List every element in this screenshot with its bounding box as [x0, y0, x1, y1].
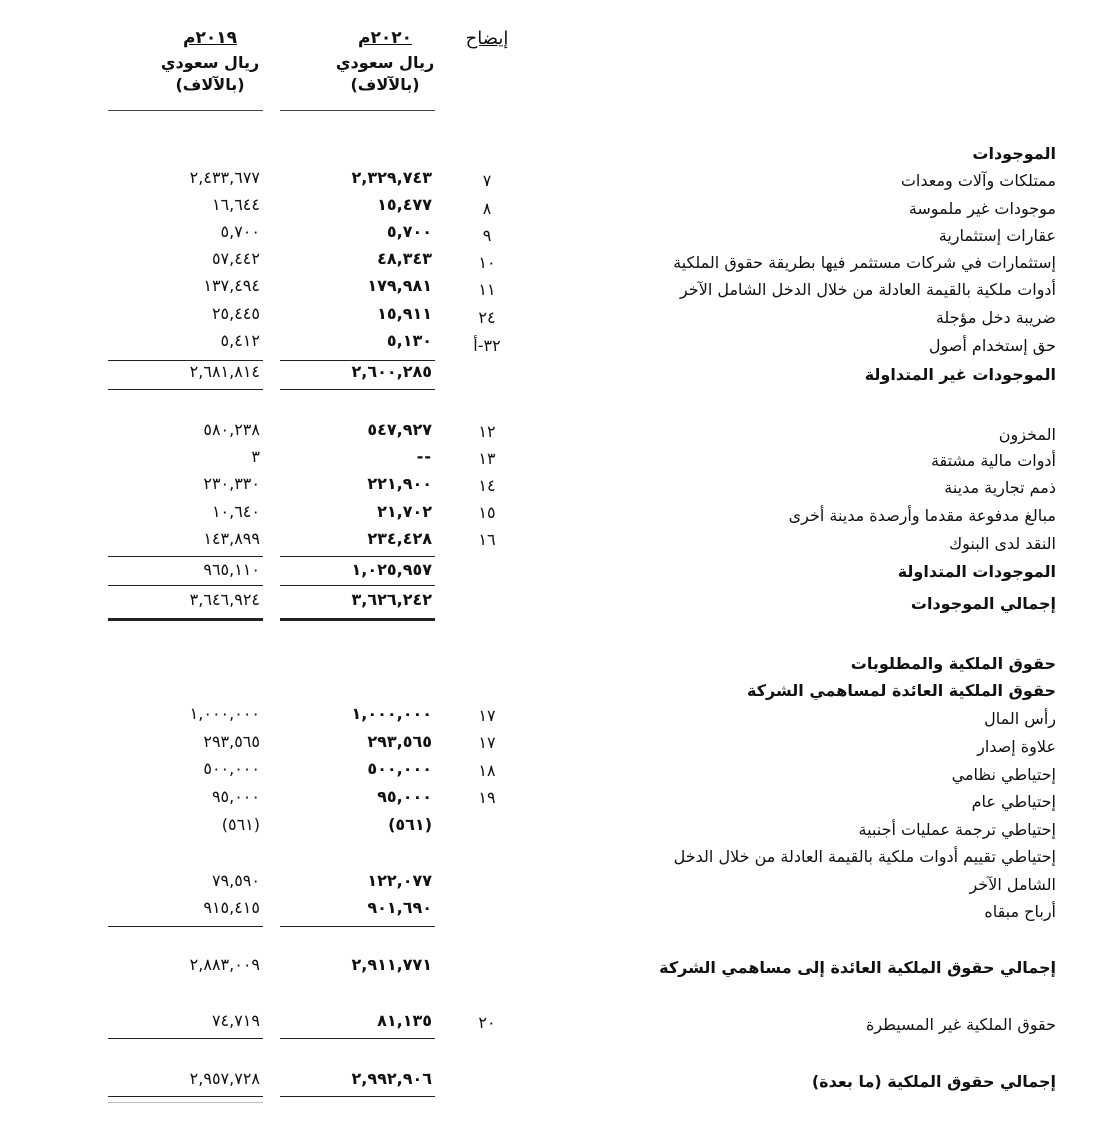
row-note: ٨: [482, 199, 492, 218]
value-2019: (٥٦١): [221, 815, 260, 834]
grand-total-rule-2020: [280, 618, 435, 621]
row-label: حقوق الملكية غير المسيطرة: [865, 1015, 1056, 1034]
subtotal-rule-2020: [280, 556, 435, 557]
row-note: ٩: [482, 226, 492, 245]
row-label: ممتلكات وآلات ومعدات: [900, 171, 1056, 190]
value-2020: ٢,٩٩٢,٩٠٦: [351, 1069, 432, 1088]
row-label: أدوات ملكية بالقيمة العادلة من خلال الدخل الشامل الآخر: [679, 280, 1056, 299]
note-column-header: إيضاح: [465, 28, 509, 49]
value-2019: ١,٠٠٠,٠٠٠: [189, 704, 260, 723]
column-header-2019: [155, 28, 265, 96]
value-2020: ٢٣٤,٤٢٨: [367, 529, 432, 548]
value-2020: --: [416, 447, 432, 466]
value-2019: ٢,٤٣٣,٦٧٧: [189, 168, 260, 187]
value-2020: ٢٩٣,٥٦٥: [367, 732, 432, 751]
row-label: إحتياطي نظامي: [951, 765, 1056, 784]
value-2019: ٥,٧٠٠: [220, 222, 260, 241]
column-header-2020: [330, 28, 440, 96]
value-2019: ٢,٦٨١,٨١٤: [189, 362, 260, 381]
row-note: ١٧: [478, 733, 496, 752]
value-2020: ٥,١٣٠: [386, 331, 432, 350]
row-label: مبالغ مدفوعة مقدما وأرصدة مدينة أخرى: [788, 506, 1056, 525]
value-2020: ٢٢١,٩٠٠: [367, 474, 432, 493]
year-2020: ٢٠٢٠م: [358, 28, 412, 48]
value-2020: ١٢٢,٠٧٧: [367, 871, 432, 890]
total-rule-2020: [280, 1096, 435, 1097]
value-2020: ٥٠٠,٠٠٠: [367, 759, 432, 778]
row-note: ٢٠: [478, 1013, 496, 1032]
subtotal-rule-2019: [108, 360, 263, 361]
row-label: إجمالي حقوق الملكية (ما بعدة): [811, 1072, 1056, 1091]
row-note: ١٢: [478, 422, 496, 441]
subtotal-rule-2019: [108, 1038, 263, 1039]
value-2020: ١,٠٢٥,٩٥٧: [351, 560, 432, 579]
row-label: إحتياطي ترجمة عمليات أجنبية: [858, 820, 1056, 839]
value-2020: ٣,٦٢٦,٢٤٢: [351, 590, 432, 609]
row-note: ١٩: [478, 788, 496, 807]
value-2019: ٥٠٠,٠٠٠: [203, 759, 260, 778]
row-note: ٣٢-أ: [473, 336, 501, 355]
row-label: رأس المال: [984, 709, 1056, 728]
row-note: ١٥: [478, 503, 496, 522]
value-2020: ١٧٩,٩٨١: [367, 276, 432, 295]
header-underline-2019: [108, 110, 263, 111]
value-2019: ٢,٩٥٧,٧٢٨: [189, 1069, 260, 1088]
unit-2019: (بالآلاف): [175, 75, 245, 94]
row-label: إجمالي حقوق الملكية العائدة إلى مساهمي الشركة: [659, 958, 1056, 977]
row-label: موجودات غير ملموسة: [908, 199, 1056, 218]
row-note: ٢٤: [478, 308, 496, 327]
value-2019: ٥,٤١٢: [220, 331, 260, 350]
currency-2019: ريال سعودي: [160, 53, 260, 72]
row-label: علاوة إصدار: [977, 737, 1056, 756]
total-rule-2019: [108, 389, 263, 390]
value-2019: ٩٦٥,١١٠: [203, 560, 260, 579]
row-label: إجمالي الموجودات: [910, 594, 1056, 613]
assets-title: الموجودات: [972, 144, 1056, 163]
value-2019: ٢٩٣,٥٦٥: [203, 732, 260, 751]
value-2020: ٥,٧٠٠: [386, 222, 432, 241]
value-2019: ٩٥,٠٠٠: [211, 787, 260, 806]
row-label: إحتياطي عام: [971, 792, 1056, 811]
row-label: إستثمارات في شركات مستثمر فيها بطريقة حقوق الملكية: [673, 253, 1056, 272]
row-label: الموجودات المتداولة: [897, 562, 1056, 581]
currency-2020: ريال سعودي: [335, 53, 435, 72]
value-2020: ٩٠١,٦٩٠: [367, 898, 432, 917]
row-label: أرباح مبقاه: [984, 902, 1056, 921]
faint-rule-2019: [108, 1102, 263, 1103]
row-note: ١٧: [478, 706, 496, 725]
value-2019: ١٣٧,٤٩٤: [203, 276, 260, 295]
row-note: ١١: [478, 280, 496, 299]
row-note: ١٣: [478, 449, 496, 468]
subtotal-rule-2020: [280, 926, 435, 927]
grand-total-rule-2019: [108, 618, 263, 621]
row-label: ذمم تجارية مدينة: [944, 478, 1056, 497]
total-rule-2019: [108, 1096, 263, 1097]
row-label: النقد لدى البنوك: [948, 534, 1056, 553]
value-2019: ٣,٦٤٦,٩٢٤: [189, 590, 260, 609]
row-note: ٧: [482, 171, 492, 190]
value-2019: ٣: [251, 447, 260, 466]
value-2020: ١٥,٩١١: [377, 304, 432, 323]
row-label: أدوات مالية مشتقة: [930, 451, 1056, 470]
subtotal-rule-2019: [108, 556, 263, 557]
row-label-line1: إحتياطي تقييم أدوات ملكية بالقيمة العادلة من خلال الدخل: [673, 847, 1056, 866]
row-note: ١٠: [478, 253, 496, 272]
value-2020: ٢١,٧٠٢: [377, 502, 432, 521]
value-2019: ٧٤,٧١٩: [211, 1011, 260, 1030]
value-2020: ٢,٣٢٩,٧٤٣: [351, 168, 432, 187]
year-2019: ٢٠١٩م: [183, 28, 237, 48]
header-underline-2020: [280, 110, 435, 111]
value-2020: ٨١,١٣٥: [377, 1011, 432, 1030]
value-2020: ٤٨,٣٤٣: [377, 249, 432, 268]
value-2019: ٢,٨٨٣,٠٠٩: [189, 955, 260, 974]
equity-liabilities-title: حقوق الملكية والمطلوبات: [850, 654, 1056, 673]
value-2019: ١٦,٦٤٤: [211, 195, 260, 214]
row-note: ١٦: [478, 530, 496, 549]
row-note: ١٨: [478, 761, 496, 780]
value-2019: ٢٣٠,٣٣٠: [203, 474, 260, 493]
value-2020: ٢,٦٠٠,٢٨٥: [351, 362, 432, 381]
row-label: حق إستخدام أصول: [928, 336, 1056, 355]
value-2019: ٥٨٠,٢٣٨: [203, 420, 260, 439]
value-2019: ٧٩,٥٩٠: [211, 871, 260, 890]
value-2020: ١,٠٠٠,٠٠٠: [351, 704, 432, 723]
subtotal-rule-2019: [108, 926, 263, 927]
row-label: ضريبة دخل مؤجلة: [935, 308, 1056, 327]
subtotal-rule-2019: [108, 585, 263, 586]
equity-parent-title: حقوق الملكية العائدة لمساهمي الشركة: [747, 681, 1056, 700]
value-2020: ١٥,٤٧٧: [377, 195, 432, 214]
value-2019: ٢٥,٤٤٥: [211, 304, 260, 323]
value-2020: ٢,٩١١,٧٧١: [351, 955, 432, 974]
value-2019: ٩١٥,٤١٥: [203, 898, 260, 917]
subtotal-rule-2020: [280, 585, 435, 586]
row-label: الموجودات غير المتداولة: [864, 365, 1056, 384]
value-2019: ٥٧,٤٤٢: [211, 249, 260, 268]
value-2019: ١٤٣,٨٩٩: [203, 529, 260, 548]
subtotal-rule-2020: [280, 360, 435, 361]
total-rule-2020: [280, 389, 435, 390]
row-label-line2: الشامل الآخر: [969, 875, 1056, 894]
value-2019: ١٠,٦٤٠: [211, 502, 260, 521]
row-label: المخزون: [998, 425, 1056, 444]
subtotal-rule-2020: [280, 1038, 435, 1039]
row-note: ١٤: [478, 476, 496, 495]
value-2020: ٥٤٧,٩٢٧: [367, 420, 432, 439]
value-2020: (٥٦١): [388, 815, 432, 834]
value-2020: ٩٥,٠٠٠: [377, 787, 432, 806]
row-label: عقارات إستثمارية: [938, 226, 1056, 245]
unit-2020: (بالآلاف): [350, 75, 420, 94]
